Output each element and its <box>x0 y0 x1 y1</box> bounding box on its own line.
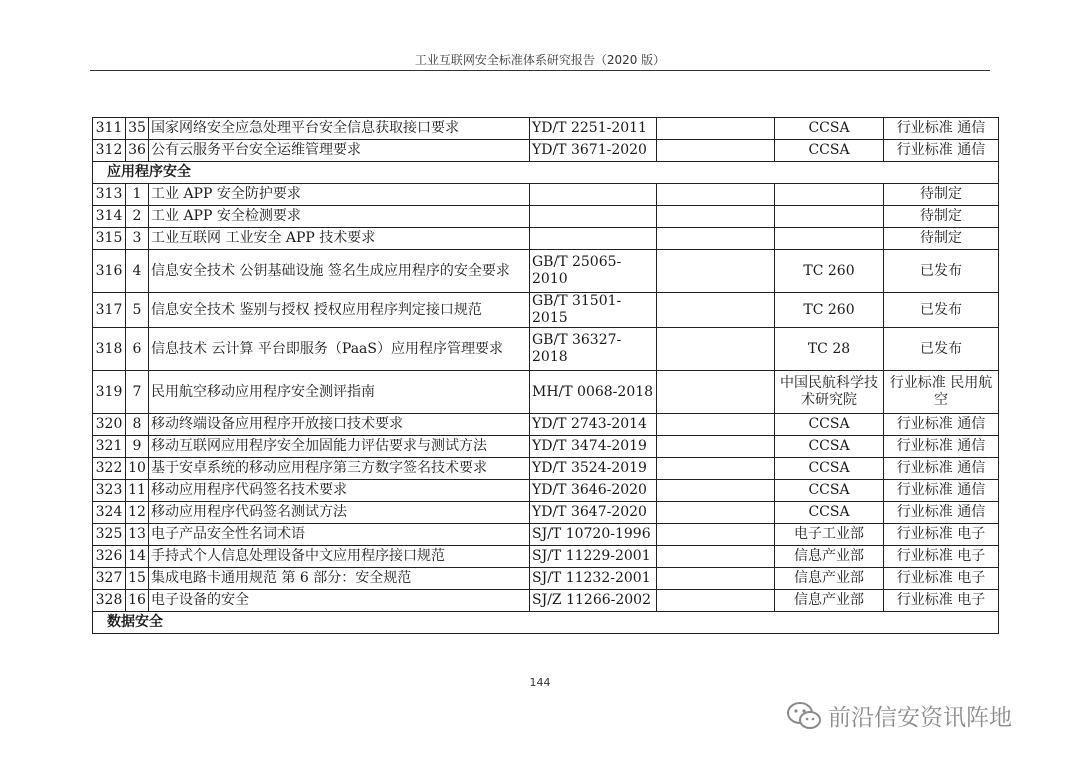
organization-cell <box>775 206 884 228</box>
organization-cell <box>775 228 884 250</box>
empty-cell <box>657 250 775 293</box>
empty-cell <box>657 206 775 228</box>
organization-cell: TC 260 <box>775 293 884 328</box>
row-number-cell: 312 <box>93 140 126 162</box>
organization-cell: 信息产业部 <box>775 590 884 612</box>
standard-name-cell: 工业 APP 安全防护要求 <box>149 184 530 206</box>
row-number-cell: 316 <box>93 250 126 293</box>
empty-cell <box>657 502 775 524</box>
standard-name-cell: 国家网络安全应急处理平台安全信息获取接口要求 <box>149 118 530 140</box>
empty-cell <box>657 328 775 371</box>
sub-index-cell: 4 <box>126 250 149 293</box>
standard-code-cell: YD/T 3524-2019 <box>530 458 657 480</box>
table-row <box>93 250 999 293</box>
table-row <box>93 118 999 140</box>
standard-name-cell: 移动应用程序代码签名测试方法 <box>149 502 530 524</box>
status-cell: 行业标准 通信 <box>884 436 999 458</box>
organization-cell: 信息产业部 <box>775 546 884 568</box>
table-row <box>93 590 999 612</box>
row-number-cell: 320 <box>93 414 126 436</box>
empty-cell <box>657 293 775 328</box>
status-cell: 待制定 <box>884 206 999 228</box>
standard-code-cell: YD/T 3474-2019 <box>530 436 657 458</box>
table-row <box>93 293 999 328</box>
status-cell: 行业标准 电子 <box>884 568 999 590</box>
page-number: 144 <box>529 676 551 689</box>
empty-cell <box>657 228 775 250</box>
standard-code-cell: YD/T 3671-2020 <box>530 140 657 162</box>
organization-cell: 信息产业部 <box>775 568 884 590</box>
organization-cell: CCSA <box>775 458 884 480</box>
row-number-cell: 322 <box>93 458 126 480</box>
empty-cell <box>657 184 775 206</box>
empty-cell <box>657 118 775 140</box>
standard-name-cell: 电子设备的安全 <box>149 590 530 612</box>
row-number-cell: 325 <box>93 524 126 546</box>
standard-code-cell: GB/T 31501-2015 <box>530 293 657 328</box>
row-number-cell: 319 <box>93 371 126 414</box>
sub-index-cell: 7 <box>126 371 149 414</box>
organization-cell: CCSA <box>775 502 884 524</box>
standard-name-cell: 基于安卓系统的移动应用程序第三方数字签名技术要求 <box>149 458 530 480</box>
sub-index-cell: 1 <box>126 184 149 206</box>
sub-index-cell: 8 <box>126 414 149 436</box>
sub-index-cell: 3 <box>126 228 149 250</box>
standard-code-cell: YD/T 3647-2020 <box>530 502 657 524</box>
status-cell: 行业标准 通信 <box>884 118 999 140</box>
sub-index-cell: 12 <box>126 502 149 524</box>
empty-cell <box>657 546 775 568</box>
standard-code-cell: SJ/T 11229-2001 <box>530 546 657 568</box>
organization-cell: CCSA <box>775 414 884 436</box>
sub-index-cell: 14 <box>126 546 149 568</box>
standards-table <box>92 117 999 634</box>
empty-cell <box>657 140 775 162</box>
standard-code-cell: SJ/T 11232-2001 <box>530 568 657 590</box>
row-number-cell: 314 <box>93 206 126 228</box>
standard-name-cell: 集成电路卡通用规范 第 6 部分：安全规范 <box>149 568 530 590</box>
row-number-cell: 324 <box>93 502 126 524</box>
section-title: 应用程序安全 <box>93 162 999 184</box>
sub-index-cell: 15 <box>126 568 149 590</box>
page-header-title: 工业互联网安全标准体系研究报告（2020 版） <box>414 53 666 67</box>
section-title: 数据安全 <box>93 612 999 634</box>
sub-index-cell: 2 <box>126 206 149 228</box>
section-header-row <box>93 612 999 634</box>
row-number-cell: 318 <box>93 328 126 371</box>
standard-code-cell: GB/T 36327-2018 <box>530 328 657 371</box>
table-row <box>93 546 999 568</box>
sub-index-cell: 36 <box>126 140 149 162</box>
status-cell: 待制定 <box>884 184 999 206</box>
standard-name-cell: 信息技术 云计算 平台即服务（PaaS）应用程序管理要求 <box>149 328 530 371</box>
empty-cell <box>657 524 775 546</box>
table-row <box>93 524 999 546</box>
organization-cell: 电子工业部 <box>775 524 884 546</box>
table-row <box>93 458 999 480</box>
sub-index-cell: 5 <box>126 293 149 328</box>
empty-cell <box>657 458 775 480</box>
sub-index-cell: 6 <box>126 328 149 371</box>
watermark-text: 前沿信安资讯阵地 <box>828 705 1012 731</box>
standard-code-cell: SJ/Z 11266-2002 <box>530 590 657 612</box>
status-cell: 已发布 <box>884 328 999 371</box>
status-cell: 行业标准 通信 <box>884 480 999 502</box>
status-cell: 行业标准 通信 <box>884 414 999 436</box>
row-number-cell: 321 <box>93 436 126 458</box>
standard-code-cell: SJ/T 10720-1996 <box>530 524 657 546</box>
row-number-cell: 317 <box>93 293 126 328</box>
table-row <box>93 480 999 502</box>
organization-cell: CCSA <box>775 436 884 458</box>
status-cell: 行业标准 电子 <box>884 546 999 568</box>
organization-cell: TC 28 <box>775 328 884 371</box>
status-cell: 已发布 <box>884 250 999 293</box>
standard-name-cell: 移动终端设备应用程序开放接口技术要求 <box>149 414 530 436</box>
standard-name-cell: 民用航空移动应用程序安全测评指南 <box>149 371 530 414</box>
status-cell: 行业标准 电子 <box>884 590 999 612</box>
row-number-cell: 327 <box>93 568 126 590</box>
empty-cell <box>657 590 775 612</box>
standard-name-cell: 信息安全技术 公钥基础设施 签名生成应用程序的安全要求 <box>149 250 530 293</box>
standard-name-cell: 移动互联网应用程序安全加固能力评估要求与测试方法 <box>149 436 530 458</box>
standard-code-cell <box>530 228 657 250</box>
section-header-row <box>93 162 999 184</box>
standard-name-cell: 信息安全技术 鉴别与授权 授权应用程序判定接口规范 <box>149 293 530 328</box>
standard-code-cell: YD/T 3646-2020 <box>530 480 657 502</box>
standard-code-cell: GB/T 25065-2010 <box>530 250 657 293</box>
standard-name-cell: 公有云服务平台安全运维管理要求 <box>149 140 530 162</box>
organization-cell: CCSA <box>775 118 884 140</box>
row-number-cell: 323 <box>93 480 126 502</box>
table-row <box>93 502 999 524</box>
organization-cell: 中国民航科学技术研究院 <box>775 371 884 414</box>
organization-cell: TC 260 <box>775 250 884 293</box>
row-number-cell: 315 <box>93 228 126 250</box>
status-cell: 行业标准 民用航空 <box>884 371 999 414</box>
standard-name-cell: 工业互联网 工业安全 APP 技术要求 <box>149 228 530 250</box>
standard-name-cell: 手持式个人信息处理设备中文应用程序接口规范 <box>149 546 530 568</box>
row-number-cell: 313 <box>93 184 126 206</box>
table-row <box>93 436 999 458</box>
empty-cell <box>657 568 775 590</box>
status-cell: 行业标准 通信 <box>884 502 999 524</box>
organization-cell: CCSA <box>775 480 884 502</box>
table-row <box>93 140 999 162</box>
sub-index-cell: 9 <box>126 436 149 458</box>
table-row <box>93 228 999 250</box>
organization-cell <box>775 184 884 206</box>
standard-name-cell: 移动应用程序代码签名技术要求 <box>149 480 530 502</box>
wechat-icon <box>786 701 822 731</box>
standard-code-cell: YD/T 2251-2011 <box>530 118 657 140</box>
table-row <box>93 414 999 436</box>
sub-index-cell: 35 <box>126 118 149 140</box>
sub-index-cell: 13 <box>126 524 149 546</box>
status-cell: 已发布 <box>884 293 999 328</box>
standard-name-cell: 电子产品安全性名词术语 <box>149 524 530 546</box>
standard-code-cell <box>530 206 657 228</box>
table-row <box>93 568 999 590</box>
empty-cell <box>657 371 775 414</box>
organization-cell: CCSA <box>775 140 884 162</box>
row-number-cell: 311 <box>93 118 126 140</box>
empty-cell <box>657 480 775 502</box>
row-number-cell: 326 <box>93 546 126 568</box>
empty-cell <box>657 414 775 436</box>
table-row <box>93 206 999 228</box>
status-cell: 待制定 <box>884 228 999 250</box>
sub-index-cell: 16 <box>126 590 149 612</box>
status-cell: 行业标准 通信 <box>884 458 999 480</box>
standard-code-cell: MH/T 0068-2018 <box>530 371 657 414</box>
standard-code-cell: YD/T 2743-2014 <box>530 414 657 436</box>
status-cell: 行业标准 通信 <box>884 140 999 162</box>
sub-index-cell: 11 <box>126 480 149 502</box>
status-cell: 行业标准 电子 <box>884 524 999 546</box>
header-divider <box>90 70 990 71</box>
sub-index-cell: 10 <box>126 458 149 480</box>
table-row <box>93 184 999 206</box>
row-number-cell: 328 <box>93 590 126 612</box>
standard-name-cell: 工业 APP 安全检测要求 <box>149 206 530 228</box>
table-row <box>93 328 999 371</box>
watermark <box>786 699 1012 732</box>
standard-code-cell <box>530 184 657 206</box>
table-row <box>93 371 999 414</box>
empty-cell <box>657 436 775 458</box>
